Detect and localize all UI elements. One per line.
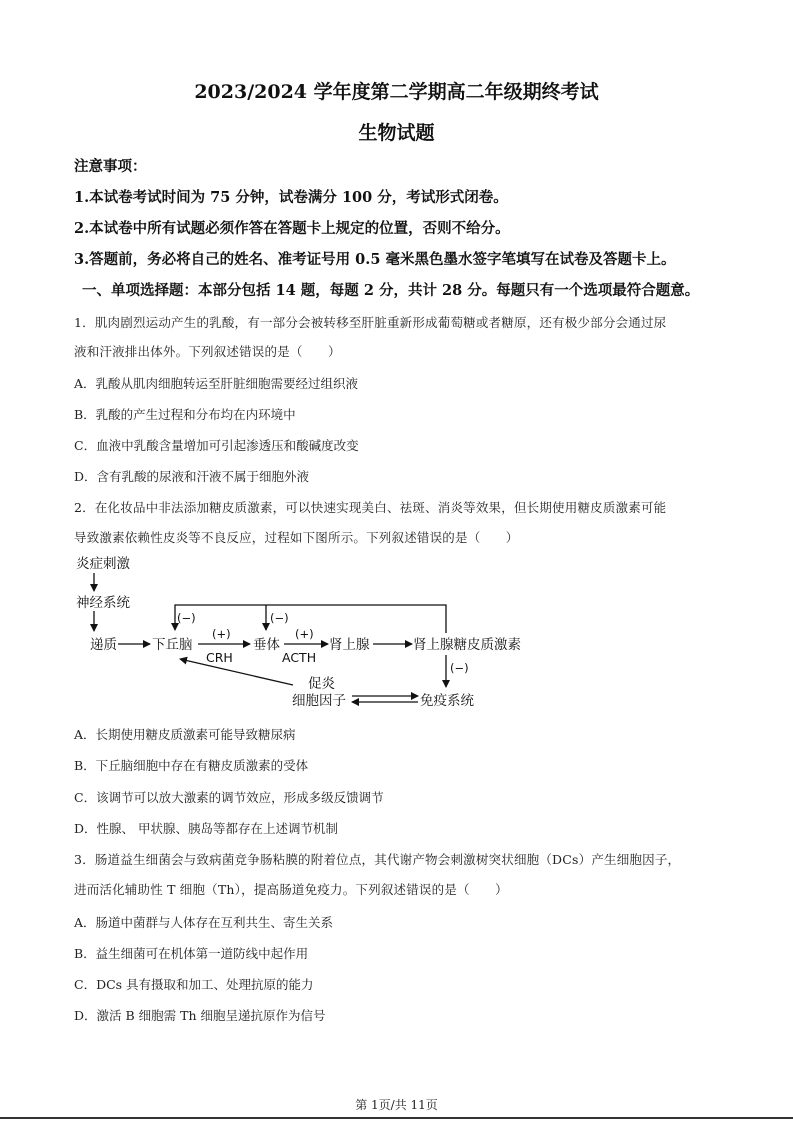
node-immune-system: 免疫系统	[420, 693, 474, 709]
notice-item-3: 3.答题前，务必将自己的姓名、准考证号用 0.5 毫米黑色墨水签字笔填写在试卷及答题卡上。	[74, 251, 676, 268]
page-footer: 第 1页/共 11页	[355, 1098, 438, 1112]
node-hypothalamus: 下丘脑	[152, 637, 193, 653]
q1-option-c: C．血液中乳酸含量增加可引起渗透压和酸碱度改变	[74, 438, 359, 453]
q2-option-d: D．性腺、 甲状腺、胰岛等都存在上述调节机制	[74, 821, 338, 836]
q3-stem-line-2: 进而活化辅助性 T 细胞（Th），提高肠道免疫力。下列叙述错误的是（ ）	[74, 882, 508, 897]
node-inflammation: 炎症刺激	[76, 556, 130, 572]
q2-option-b: B．下丘脑细胞中存在有糖皮质激素的受体	[74, 758, 309, 773]
label-crh: CRH	[206, 650, 233, 665]
bottom-rule	[0, 1117, 793, 1119]
section-heading: 一、单项选择题：本部分包括 14 题，每题 2 分，共计 28 分。每题只有一个选项最符合题意。	[82, 282, 700, 299]
label-minus-2: (−)	[270, 611, 289, 625]
exam-subject: 生物试题	[358, 122, 435, 144]
node-factor-line-2: 细胞因子	[292, 693, 346, 709]
q2-stem-line-1: 2．在化妆品中非法添加糖皮质激素，可以快速实现美白、祛斑、消炎等效果，但长期使用糖皮质激素可能	[74, 500, 667, 515]
label-minus-1: (−)	[177, 611, 196, 625]
notice-item-1: 1.本试卷考试时间为 75 分钟，试卷满分 100 分，考试形式闭卷。	[74, 189, 508, 206]
q1-option-d: D．含有乳酸的尿液和汗液不属于细胞外液	[74, 469, 310, 484]
q3-option-d: D．激活 B 细胞需 Th 细胞呈递抗原作为信号	[74, 1008, 326, 1023]
node-factor-line-1: 促炎	[308, 676, 335, 692]
label-plus-2: (+)	[295, 627, 314, 641]
notice-item-2: 2.本试卷中所有试题必须作答在答题卡上规定的位置，否则不给分。	[74, 220, 510, 237]
label-plus-1: (+)	[212, 627, 231, 641]
q1-stem-line-1: 1．肌肉剧烈运动产生的乳酸，有一部分会被转移至肝脏重新形成葡萄糖或者糖原，还有极少部分会通过尿	[74, 315, 667, 330]
node-adrenal: 肾上腺	[329, 637, 370, 653]
node-nervous-system: 神经系统	[76, 595, 130, 611]
q3-option-a: A．肠道中菌群与人体存在互利共生、寄生关系	[74, 915, 334, 930]
exam-title: 2023/2024 学年度第二学期高二年级期终考试	[194, 81, 599, 103]
q2-option-c: C．该调节可以放大激素的调节效应，形成多级反馈调节	[74, 790, 384, 805]
q1-option-a: A．乳酸从肌肉细胞转运至肝脏细胞需要经过组织液	[74, 376, 359, 391]
q3-stem-line-1: 3．肠道益生细菌会与致病菌竞争肠粘膜的附着位点，其代谢产物会刺激树突状细胞（DCs）产生细胞因子，	[74, 852, 681, 867]
q3-option-c: C．DCs 具有摄取和加工、处理抗原的能力	[74, 977, 314, 992]
q1-option-b: B．乳酸的产生过程和分布均在内环境中	[74, 407, 296, 422]
label-acth: ACTH	[282, 650, 317, 665]
q2-stem-line-2: 导致激素依赖性皮炎等不良反应，过程如下图所示。下列叙述错误的是（ ）	[74, 530, 519, 545]
hormone-feedback-diagram	[70, 549, 530, 714]
node-glucocorticoid: 肾上腺糖皮质激素	[413, 637, 521, 653]
node-pituitary: 垂体	[253, 637, 280, 653]
label-minus-3: (−)	[450, 661, 469, 675]
notice-heading: 注意事项：	[74, 158, 147, 175]
q3-option-b: B．益生细菌可在机体第一道防线中起作用	[74, 946, 309, 961]
q2-option-a: A．长期使用糖皮质激素可能导致糖尿病	[74, 727, 296, 742]
arrow-factor-to-hypothalamus	[180, 659, 293, 685]
node-transmitter: 递质	[90, 637, 117, 653]
q1-stem-line-2: 液和汗液排出体外。下列叙述错误的是（ ）	[74, 344, 341, 359]
